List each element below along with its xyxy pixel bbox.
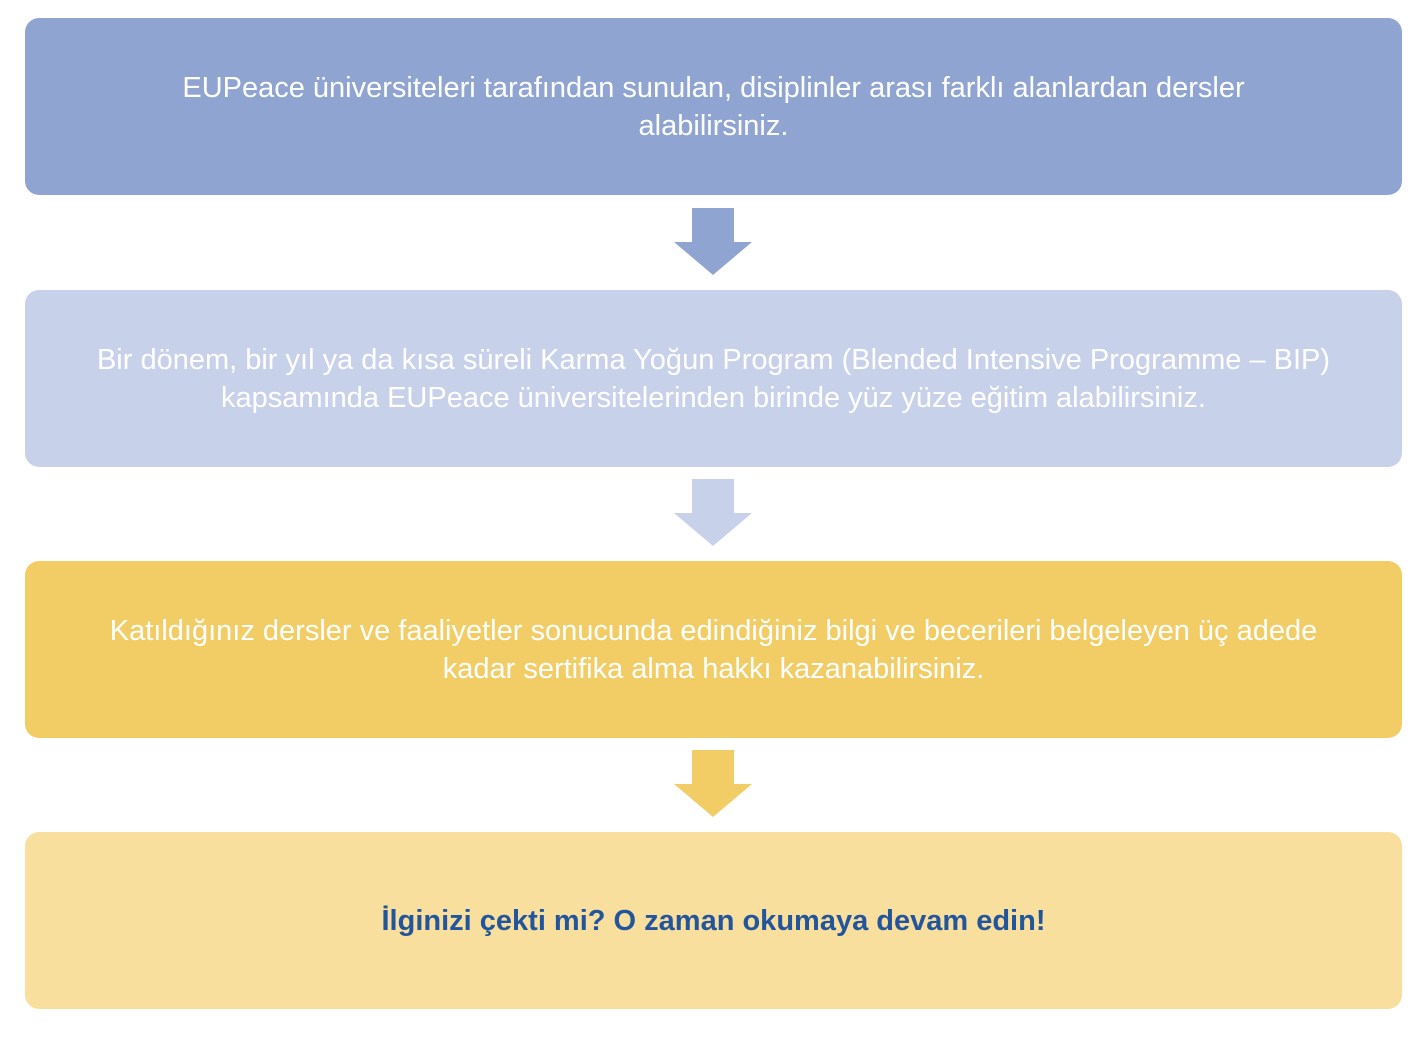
step-4-box <box>25 832 1402 1009</box>
step-2-text: Bir dönem, bir yıl ya da kısa süreli Karma Yoğun Program (Blended Intensive Programme – BIP) kapsamında EUPeace üniversitelerinden birinde yüz yüze eğitim alabilirsiniz. <box>96 343 1331 414</box>
arrow-1-shape <box>674 208 752 275</box>
step-4-text: İlginizi çekti mi? O zaman okumaya devam edin! <box>381 904 1046 937</box>
arrow-down-icon <box>673 750 753 818</box>
arrow-3-shape <box>674 750 752 817</box>
step-1-text: EUPeace üniversiteleri tarafından sunulan, disiplinler arası farklı alanlardan dersler alabilirsiniz. <box>182 71 1245 142</box>
step-3-text: Katıldığınız dersler ve faaliyetler sonucunda edindiğiniz bilgi ve becerileri belgeleyen üç adede kadar sertifika alma hakkı kazanabilirsiniz. <box>109 614 1318 685</box>
arrow-down-icon <box>673 208 753 276</box>
arrow-2-shape <box>674 479 752 546</box>
step-1-box <box>25 18 1402 195</box>
step-3-box <box>25 561 1402 738</box>
step-2-box <box>25 290 1402 467</box>
arrow-down-icon <box>673 479 753 547</box>
